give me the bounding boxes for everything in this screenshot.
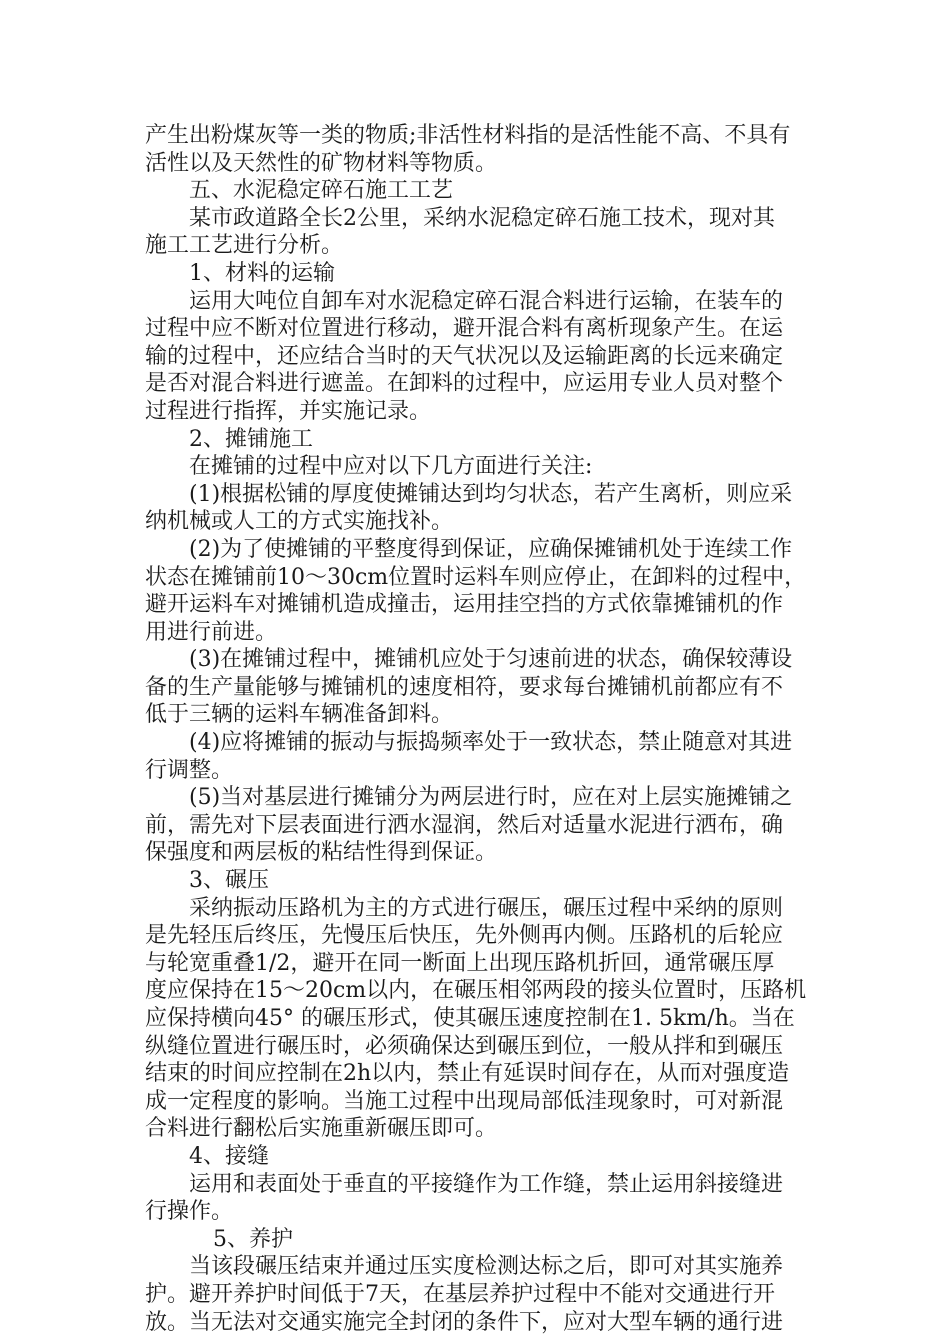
text-line: 状态在摊铺前10～30cm位置时运料车则应停止，在卸料的过程中，	[145, 564, 807, 590]
text-line: 当该段碾压结束并通过压实度检测达标之后，即可对其实施养	[189, 1254, 784, 1280]
text-line: 成一定程度的影响。当施工过程中出现局部低洼现象时，可对新混	[145, 1088, 784, 1114]
text-line: 运用和表面处于垂直的平接缝作为工作缝，禁止运用斜接缝进	[189, 1171, 784, 1197]
text-line: 是先轻压后终压，先慢压后快压，先外侧再内侧。压路机的后轮应	[145, 923, 784, 949]
text-line: 运用大吨位自卸车对水泥稳定碎石混合料进行运输，在装车的	[189, 288, 784, 314]
text-line: 纳机械或人工的方式实施找补。	[145, 509, 454, 535]
subsection-heading: 1、材料的运输	[189, 260, 335, 286]
text-line: 度应保持在15～20cm以内，在碾压相邻两段的接头位置时，压路机	[145, 978, 807, 1004]
text-line: 是否对混合料进行遮盖。在卸料的过程中，应运用专业人员对整个	[145, 371, 784, 397]
text-line: 与轮宽重叠1/2，避开在同一断面上出现压路机折回，通常碾压厚	[145, 950, 775, 976]
text-line: 过程中应不断对位置进行移动，避开混合料有离析现象产生。在运	[145, 316, 784, 342]
text-line: 结束的时间应控制在2h以内，禁止有延误时间存在，从而对强度造	[145, 1061, 790, 1087]
section-heading: 五、水泥稳定碎石施工工艺	[189, 178, 454, 204]
subsection-heading: 3、碾压	[189, 868, 269, 894]
text-line: 前，需先对下层表面进行洒水湿润，然后对适量水泥进行洒布，确	[145, 812, 784, 838]
text-line: 某市政道路全长2公里，采纳水泥稳定碎石施工技术，现对其	[189, 205, 775, 231]
text-line: 产生出粉煤灰等一类的物质;非活性材料指的是活性能不高、不具有	[145, 123, 791, 148]
text-line: 行操作。	[145, 1199, 234, 1225]
subsection-heading: 5、养护	[213, 1226, 293, 1252]
text-line: (2)为了使摊铺的平整度得到保证，应确保摊铺机处于连续工作	[189, 536, 793, 562]
document-body	[145, 122, 805, 1336]
text-line: 护。避开养护时间低于7天，在基层养护过程中不能对交通进行开	[145, 1281, 775, 1307]
text-line: 备的生产量能够与摊铺机的速度相符，要求每台摊铺机前都应有不	[145, 674, 784, 700]
text-line: 应保持横向45° 的碾压形式，使其碾压速度控制在1. 5km/h。当在	[145, 1006, 795, 1031]
text-line: (3)在摊铺过程中，摊铺机应处于匀速前进的状态，确保较薄设	[189, 647, 793, 673]
text-line: 在摊铺的过程中应对以下几方面进行关注:	[189, 454, 593, 480]
text-line: 活性以及天然性的矿物材料等物质。	[145, 150, 498, 176]
text-line: 过程进行指挥，并实施记录。	[145, 398, 432, 424]
text-line: 采纳振动压路机为主的方式进行碾压，碾压过程中采纳的原则	[189, 895, 784, 921]
subsection-heading: 2、摊铺施工	[189, 426, 313, 452]
text-line: 用进行前进。	[145, 619, 278, 645]
text-line: 放。当无法对交通实施完全封闭的条件下，应对大型车辆的通行进	[145, 1309, 784, 1335]
text-line: 避开运料车对摊铺机造成撞击，运用挂空挡的方式依靠摊铺机的作	[145, 592, 784, 618]
text-line: (4)应将摊铺的振动与振捣频率处于一致状态，禁止随意对其进	[189, 730, 793, 756]
subsection-heading: 4、接缝	[189, 1143, 269, 1169]
text-line: 纵缝位置进行碾压时，必须确保达到碾压到位，一般从拌和到碾压	[145, 1033, 784, 1059]
text-line: 输的过程中，还应结合当时的天气状况以及运输距离的长远来确定	[145, 343, 784, 369]
text-line: 低于三辆的运料车辆准备卸料。	[145, 702, 454, 728]
text-line: 保强度和两层板的粘结性得到保证。	[145, 840, 498, 866]
text-line: 施工工艺进行分析。	[145, 233, 344, 259]
text-line: 行调整。	[145, 757, 234, 783]
text-line: (5)当对基层进行摊铺分为两层进行时，应在对上层实施摊铺之	[189, 785, 793, 811]
text-line: (1)根据松铺的厚度使摊铺达到均匀状态，若产生离析，则应采	[189, 481, 793, 507]
text-line: 合料进行翻松后实施重新碾压即可。	[145, 1116, 498, 1142]
